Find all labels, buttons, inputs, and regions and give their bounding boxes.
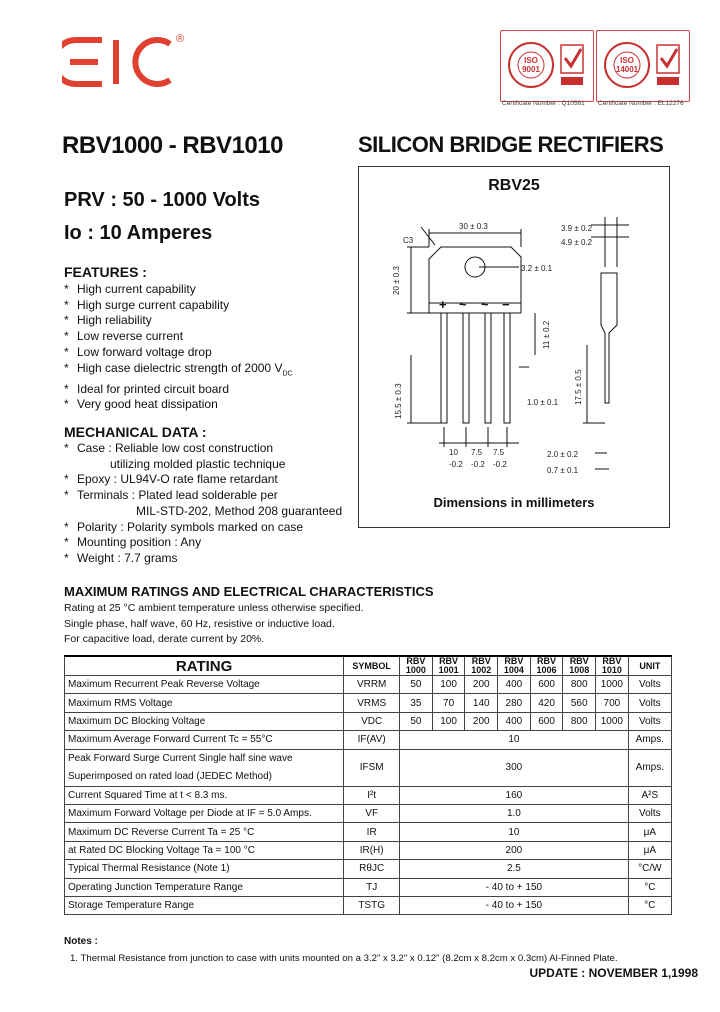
table-cell: 800 [563,676,596,694]
table-cell: 420 [530,694,563,712]
dim-label: 30 ± 0.3 [459,222,488,231]
table-cell: 600 [530,712,563,730]
svg-text:14001: 14001 [615,65,639,74]
cert-caption-9001: Certificate Number : Q10561 [502,100,585,107]
ratings-body [65,676,672,915]
dim-label: 10 [449,448,458,457]
col-part: RBV 1010 [596,656,629,676]
list-item: * Terminals : Plated lead solderable per [64,488,342,504]
table-cell: 10 [400,823,629,841]
dim-label: 7.5 [493,448,505,457]
table-cell: VRRM [344,676,400,694]
ratings-heading: MAXIMUM RATINGS AND ELECTRICAL CHARACTERISTICS [64,584,434,599]
table-row [65,804,672,822]
table-cell: 1000 [596,676,629,694]
features-heading: FEATURES : [64,264,147,280]
notes-heading: Notes : [64,936,98,947]
table-cell: TSTG [344,896,400,914]
col-part: RBV 1008 [563,656,596,676]
table-row [65,694,672,712]
dim-label: 1.0 ± 0.1 [527,398,559,407]
table-cell: 1000 [596,712,629,730]
table-cell: Amps. [628,749,671,786]
list-item: utilizing molded plastic technique [110,456,286,471]
list-item: * High current capability [64,282,293,298]
table-row [65,786,672,804]
table-cell: 160 [400,786,629,804]
table-cell: IFSM [344,749,400,786]
table-cell: 35 [400,694,433,712]
table-cell: 1.0 [400,804,629,822]
list-item: * High surge current capability [64,298,293,314]
list-item: MIL-STD-202, Method 208 guaranteed [136,503,343,518]
part-number-range: RBV1000 - RBV1010 [62,132,283,159]
table-cell: VRMS [344,694,400,712]
dim-label: 3.9 ± 0.2 [561,224,593,233]
table-cell: μA [628,841,671,859]
table-cell: Volts [628,804,671,822]
dim-label: C3 [403,236,414,245]
table-cell: VDC [344,712,400,730]
io-spec: Io : 10 Amperes [64,222,213,244]
features-list [64,282,293,413]
table-cell: 560 [563,694,596,712]
prv-spec: PRV : 50 - 1000 Volts [64,189,261,211]
table-cell: VF [344,804,400,822]
package-diagram [358,166,670,528]
table-cell: Maximum Average Forward Current Tc = 55°C [65,731,344,749]
table-cell: 10 [400,731,629,749]
dim-label: 15.5 ± 0.3 [394,383,403,419]
dim-label: -0.2 [471,460,485,469]
table-cell: Storage Temperature Range [65,896,344,914]
diagram-caption: Dimensions in millimeters [433,495,595,510]
dim-label: -0.2 [493,460,507,469]
table-cell: 800 [563,712,596,730]
note-line: For capacitive load, derate current by 20%. [64,633,265,645]
dim-label: 4.9 ± 0.2 [561,238,593,247]
table-row [65,823,672,841]
table-cell: 100 [432,712,465,730]
note-line: Single phase, half wave, 60 Hz, resistive or inductive load. [64,617,335,630]
list-item: * Mounting position : Any [64,535,342,551]
list-item: * High case dielectric strength of 2000 $V_{DC}$ [64,361,293,382]
table-cell: Maximum DC Reverse Current Ta = 25 °C [65,823,344,841]
col-part: RBV 1002 [465,656,498,676]
dim-label: -0.2 [449,460,463,469]
polarity-ac: ~ [481,297,489,312]
eic-logo [62,26,192,96]
table-cell: Operating Junction Temperature Range [65,878,344,896]
dimension-drawing [359,207,669,507]
table-cell: Maximum DC Blocking Voltage [65,712,344,730]
table-cell: RθJC [344,860,400,878]
table-cell: °C/W [628,860,671,878]
table-cell: Volts [628,676,671,694]
list-item: * Very good heat dissipation [64,397,293,413]
table-cell: Maximum Recurrent Peak Reverse Voltage [65,676,344,694]
table-cell: Typical Thermal Resistance (Note 1) [65,860,344,878]
ratings-notes [64,601,364,648]
table-row [65,749,672,786]
package-name: RBV25 [488,177,540,194]
update-date: UPDATE : NOVEMBER 1,1998 [529,966,698,980]
mechanical-list [64,441,342,567]
table-cell: μA [628,823,671,841]
table-cell: 300 [400,749,629,786]
dim-label: 17.5 ± 0.5 [574,369,583,405]
svg-text:9001: 9001 [522,65,540,74]
footnote: 1. Thermal Resistance from junction to case with units mounted on a 3.2" x 3.2" x 0.12" (8.2cm x 8.2cm x 0.3cm) Al-Finned Plate. [70,953,618,964]
table-cell: 200 [465,676,498,694]
table-cell: 200 [465,712,498,730]
table-cell: at Rated DC Blocking Voltage Ta = 100 °C [65,841,344,859]
table-cell: IR [344,823,400,841]
ratings-table [64,655,672,915]
table-cell: 280 [498,694,531,712]
dim-label: 0.7 ± 0.1 [547,466,579,475]
table-row [65,712,672,730]
table-cell: 70 [432,694,465,712]
registered-mark: ® [176,33,185,45]
table-cell: A²S [628,786,671,804]
iso14001-badge [596,30,690,102]
dim-label: 2.0 ± 0.2 [547,450,579,459]
list-item: * Weight : 7.7 grams [64,551,342,567]
list-item: * Ideal for printed circuit board [64,382,293,398]
table-cell: Maximum Forward Voltage per Diode at IF = 5.0 Amps. [65,804,344,822]
table-cell: 100 [432,676,465,694]
table-cell: 140 [465,694,498,712]
table-row [65,676,672,694]
table-cell: - 40 to + 150 [400,878,629,896]
table-header-row [65,656,672,676]
list-item: * Low forward voltage drop [64,345,293,361]
table-cell: 2.5 [400,860,629,878]
col-part: RBV 1000 [400,656,433,676]
table-row [65,841,672,859]
table-row [65,860,672,878]
table-cell: IF(AV) [344,731,400,749]
list-item: * Polarity : Polarity symbols marked on case [64,520,342,536]
col-rating: RATING [65,656,344,676]
table-cell: Maximum RMS Voltage [65,694,344,712]
iso9001-badge [500,30,594,102]
col-symbol: SYMBOL [344,656,400,676]
table-row [65,896,672,914]
table-cell: TJ [344,878,400,896]
svg-text:ISO: ISO [620,56,634,65]
table-cell: I²t [344,786,400,804]
dim-label: 20 ± 0.3 [392,266,401,295]
mechanical-heading: MECHANICAL DATA : [64,424,207,440]
col-unit: UNIT [628,656,671,676]
table-cell: - 40 to + 150 [400,896,629,914]
dim-label: 7.5 [471,448,483,457]
col-part: RBV 1001 [432,656,465,676]
table-cell: °C [628,878,671,896]
table-cell: Peak Forward Surge Current Single half sine wave Superimposed on rated load (JEDEC Method) [65,749,344,786]
table-cell: 400 [498,712,531,730]
table-cell: IR(H) [344,841,400,859]
table-cell: Current Squared Time at t < 8.3 ms. [65,786,344,804]
col-part: RBV 1006 [530,656,563,676]
list-item: * Case : Reliable low cost construction [64,441,342,457]
document-title: SILICON BRIDGE RECTIFIERS [358,132,664,157]
dim-label: 3.2 ± 0.1 [521,264,553,273]
col-part: RBV 1004 [498,656,531,676]
polarity-plus: + [439,297,447,312]
table-cell: 200 [400,841,629,859]
table-row [65,731,672,749]
table-cell: Volts [628,712,671,730]
table-cell: 50 [400,712,433,730]
dim-label: 11 ± 0.2 [542,320,551,349]
list-item: * High reliability [64,313,293,329]
table-cell: 400 [498,676,531,694]
svg-text:ISO: ISO [524,56,538,65]
note-line: Rating at 25 °C ambient temperature unless otherwise specified. [64,602,364,614]
table-cell: 600 [530,676,563,694]
table-cell: 700 [596,694,629,712]
polarity-minus: − [502,297,510,312]
table-row [65,878,672,896]
polarity-ac: ~ [459,297,467,312]
table-cell: 50 [400,676,433,694]
list-item: * Epoxy : UL94V-O rate flame retardant [64,472,342,488]
table-cell: °C [628,896,671,914]
table-cell: Amps. [628,731,671,749]
list-item: * Low reverse current [64,329,293,345]
table-cell: Volts [628,694,671,712]
cert-caption-14001: Certificate Number : EL12276 [598,100,684,107]
